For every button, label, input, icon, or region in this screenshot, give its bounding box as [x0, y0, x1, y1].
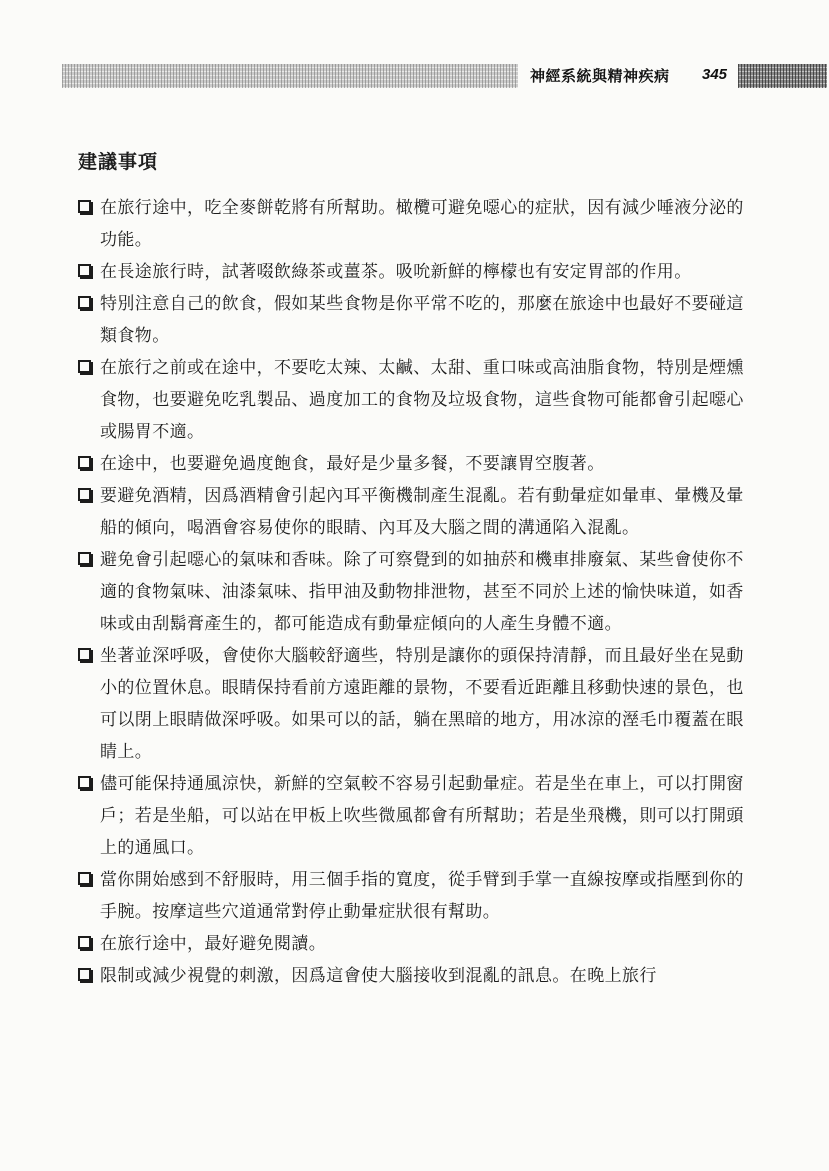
checkbox-icon [78, 264, 91, 277]
checkbox-icon [78, 648, 91, 661]
checkbox-icon [78, 936, 91, 949]
list-item: 當你開始感到不舒服時，用三個手指的寬度，從手臂到手掌一直線按摩或指壓到你的手腕。按摩這些穴道通常對停止動暈症狀很有幫助。 [78, 864, 748, 928]
list-item: 避免會引起噁心的氣味和香味。除了可察覺到的如抽菸和機車排廢氣、某些會使你不適的食物氣味、油漆氣味、指甲油及動物排泄物，甚至不同於上述的愉快味道，如香味或由刮鬍膏產生的，都可能造成有動暈症傾向的人產生身體不適。 [78, 544, 748, 640]
checkbox-icon [78, 552, 91, 565]
checkbox-icon [78, 488, 91, 501]
list-item: 在途中，也要避免過度飽食，最好是少量多餐，不要讓胃空腹著。 [78, 448, 748, 480]
page-number: 345 [702, 66, 728, 83]
checkbox-icon [78, 872, 91, 885]
list-item: 儘可能保持通風涼快，新鮮的空氣較不容易引起動暈症。若是坐在車上，可以打開窗戶；若是坐船，可以站在甲板上吹些微風都會有所幫助；若是坐飛機，則可以打開頭上的通風口。 [78, 768, 748, 864]
checkbox-icon [78, 456, 91, 469]
list-item: 在旅行之前或在途中，不要吃太辣、太鹹、太甜、重口味或高油脂食物，特別是煙燻食物，也要避免吃乳製品、過度加工的食物及垃圾食物，這些食物可能都會引起噁心或腸胃不適。 [78, 352, 748, 448]
checkbox-icon [78, 360, 91, 373]
header-decoration-left [62, 64, 518, 88]
list-item: 在旅行途中，最好避免閱讀。 [78, 928, 748, 960]
list-item: 特別注意自己的飲食，假如某些食物是你平常不吃的，那麼在旅途中也最好不要碰這類食物。 [78, 288, 748, 352]
list-item: 在旅行途中，吃全麥餅乾將有所幫助。橄欖可避免噁心的症狀，因有減少唾液分泌的功能。 [78, 192, 748, 256]
checkbox-icon [78, 776, 91, 789]
recommendation-list [78, 192, 748, 992]
chapter-title: 神經系統與精神疾病 [524, 65, 676, 86]
header-decoration-right [738, 64, 827, 88]
checkbox-icon [78, 968, 91, 981]
list-item: 坐著並深呼吸，會使你大腦較舒適些，特別是讓你的頭保持清靜，而且最好坐在晃動小的位置休息。眼睛保持看前方遠距離的景物，不要看近距離且移動快速的景色，也可以閉上眼睛做深呼吸。如果可以的話，躺在黑暗的地方，用冰涼的溼毛巾覆蓋在眼睛上。 [78, 640, 748, 768]
list-item: 限制或減少視覺的刺激，因爲這會使大腦接收到混亂的訊息。在晚上旅行 [78, 960, 748, 992]
checkbox-icon [78, 200, 91, 213]
list-item: 在長途旅行時，試著啜飲綠茶或薑茶。吸吮新鮮的檸檬也有安定胃部的作用。 [78, 256, 748, 288]
list-item: 要避免酒精，因爲酒精會引起內耳平衡機制產生混亂。若有動暈症如暈車、暈機及暈船的傾向，喝酒會容易使你的眼睛、內耳及大腦之間的溝通陷入混亂。 [78, 480, 748, 544]
section-heading: 建議事項 [78, 151, 159, 173]
checkbox-icon [78, 296, 91, 309]
running-header [62, 62, 827, 92]
